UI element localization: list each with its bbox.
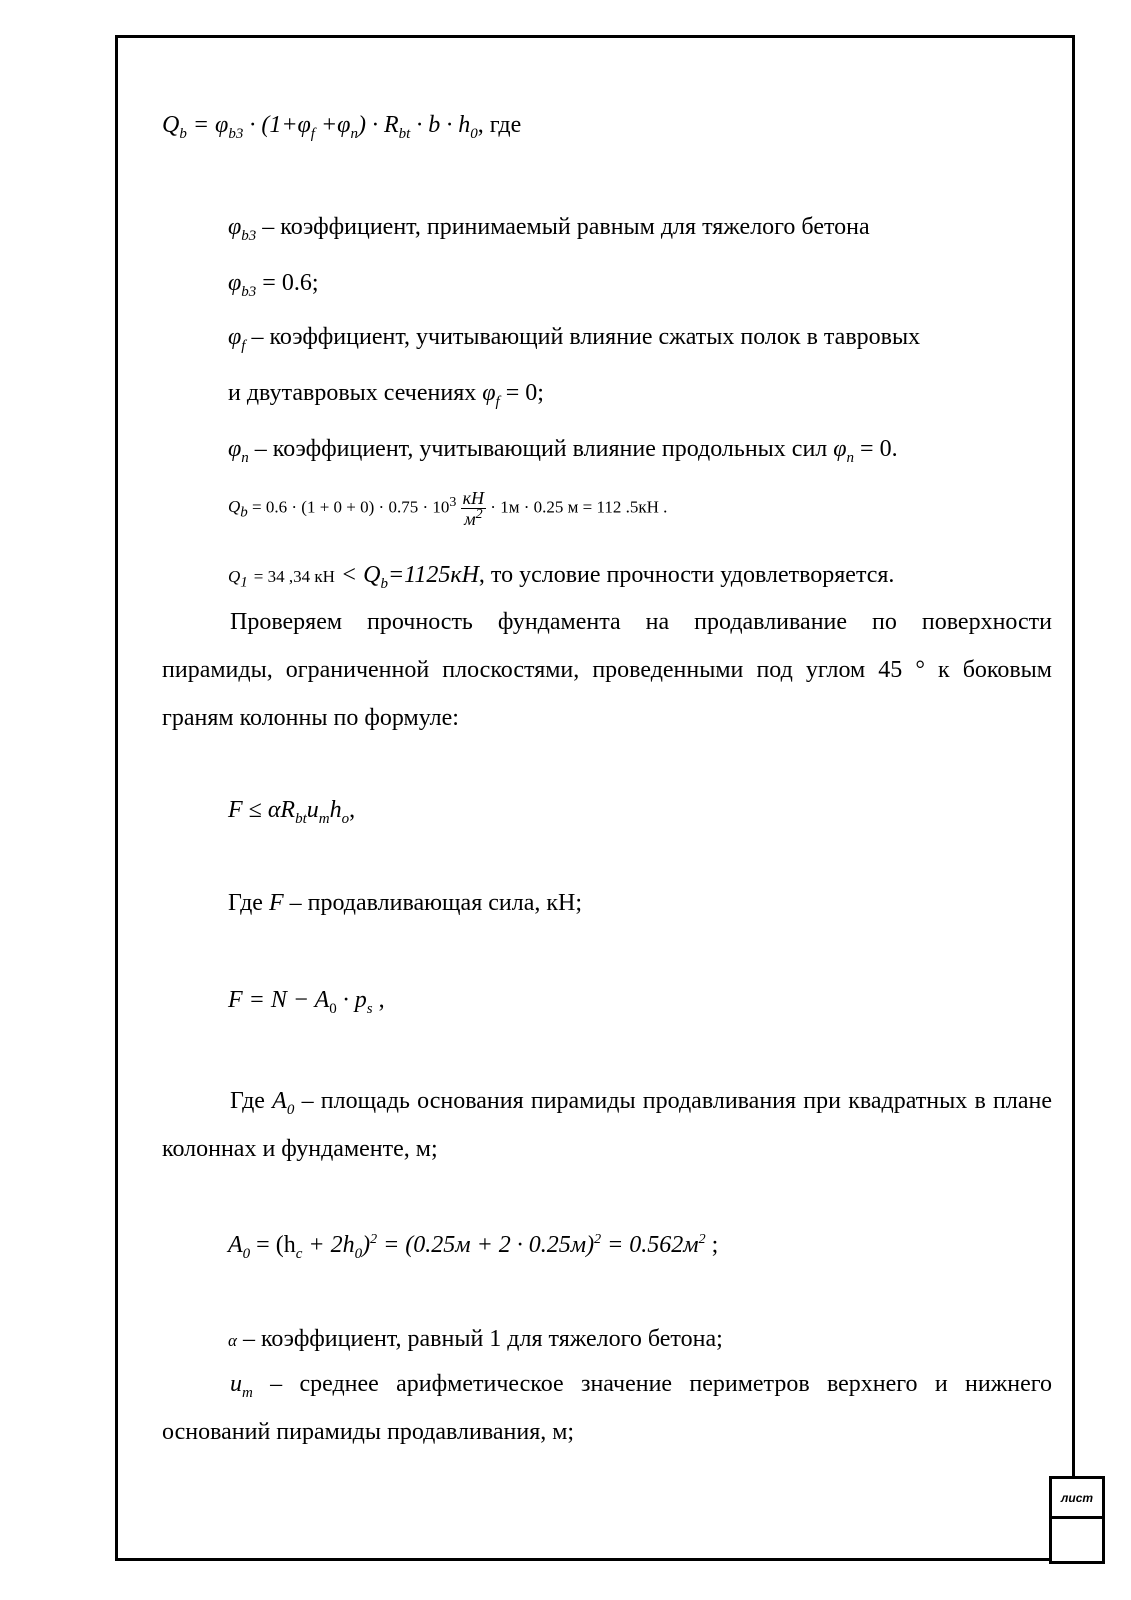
phi-n-description: $\varphi_n$ – коэффициент, учитывающий влияние продольных сил $\varphi_n = 0$. bbox=[228, 436, 898, 466]
phi-f-description: $\varphi_f$ – коэффициент, учитывающий влияние сжатых полок в тавровых bbox=[228, 324, 921, 354]
sheet-stamp bbox=[1049, 1476, 1105, 1564]
um-paragraph: $u_m$ – среднее арифметическое значение периметров верхнего и нижнего оснований пирамиды продавливания, м; bbox=[162, 1371, 1052, 1445]
where-a0-paragraph: Где $A_0$ – площадь основания пирамиды продавливания при квадратных в плане колоннах и фундаменте, м; bbox=[162, 1088, 1052, 1162]
phi-f-value-line: и двутавровых сечениях $\varphi_f = 0$; bbox=[228, 380, 544, 410]
qb-unit-fraction: $\frac{кН}{м^2}$ bbox=[462, 488, 485, 529]
paragraph-punching-check: Проверяем прочность фундамента на продавливание по поверхности пирамиды, ограниченной плоскостями, проведенными под углом 45 ° к боковым граням колонны по формуле: bbox=[162, 609, 1052, 731]
where-f-line: Где F – продавливающая сила, кН; bbox=[228, 890, 583, 916]
formula-a0: $A_0 = (h_c + 2h_0)^2 = (0.25м + 2 \cdot 0.25м)^2 = 0.562м^2$ ; bbox=[228, 1232, 719, 1262]
sheet-label: лист bbox=[1052, 1479, 1102, 1519]
alpha-description: α – коэффициент, равный 1 для тяжелого бетона; bbox=[228, 1326, 723, 1352]
formula-qb: $Q_b = \varphi_{b3} \cdot (1+\varphi_f +\varphi_n) \cdot R_{bt} \cdot b \cdot h_0$, где bbox=[162, 112, 522, 142]
qb-calculation: $Q_b = 0.6 \cdot (1 + 0 + 0) \cdot 0.75 \cdot 10^3$ $\frac{кН}{м^2}$ · 1м · 0.25 м = 112 .5кН . bbox=[228, 488, 668, 529]
q1-comparison: $Q_1 = 34$ ,34 кН < $Q_b=1125кН$, то условие прочности удовлетворяется. bbox=[228, 562, 895, 592]
formula-force: $F = N - A_0 \cdot p_s$ , bbox=[228, 987, 385, 1017]
formula-punching: $F \le \alpha R_{bt}u_mh_o$, bbox=[228, 797, 356, 827]
phi-b3-description: $\varphi_{b3}$ – коэффициент, принимаемый равным для тяжелого бетона bbox=[228, 214, 870, 244]
phi-b3-value: $\varphi_{b3} = 0.6$; bbox=[228, 270, 319, 300]
